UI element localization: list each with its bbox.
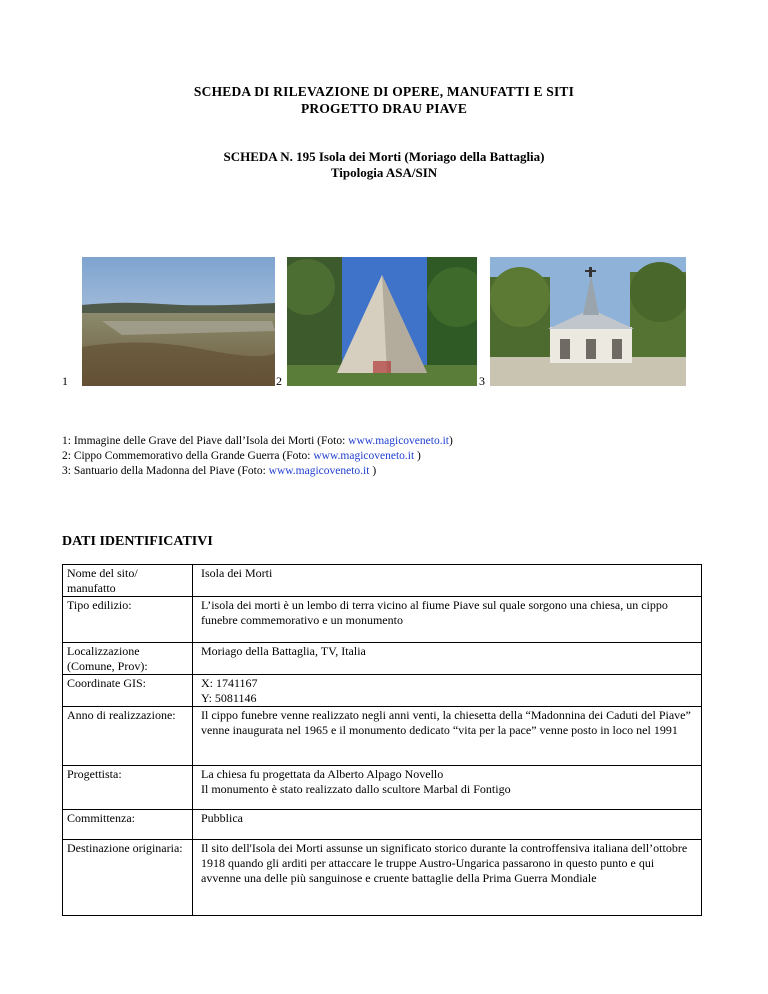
photo-grave-del-piave	[82, 257, 275, 386]
caption-text: 1: Immagine delle Grave del Piave dall’Isola dei Morti (Foto:	[62, 435, 349, 447]
coordinate-y: Y: 5081146	[201, 691, 257, 705]
table-row	[63, 597, 702, 643]
table-row	[63, 766, 702, 810]
caption-text: 3: Santuario della Madonna del Piave (Foto:	[62, 465, 269, 477]
row-label: Progettista:	[63, 766, 193, 810]
coordinate-x: X: 1741167	[201, 676, 258, 690]
row-label: Nome del sito/ manufatto	[63, 565, 193, 597]
document-title-line2: PROGETTO DRAU PIAVE	[300, 101, 468, 116]
row-label: Destinazione originaria:	[63, 840, 193, 916]
document-title-line1: SCHEDA DI RILEVAZIONE DI OPERE, MANUFATTI E SITI	[193, 84, 575, 99]
row-label: Coordinate GIS:	[63, 675, 193, 707]
caption-link[interactable]: www.magicoveneto.it	[348, 435, 449, 447]
tipologia-heading: Tipologia ASA/SIN	[330, 165, 438, 180]
row-label: Tipo edilizio:	[63, 597, 193, 643]
caption-suffix: )	[448, 435, 453, 447]
row-label: Localizzazione (Comune, Prov):	[63, 643, 193, 675]
photo-number-1: 1	[62, 374, 68, 388]
caption-3	[62, 464, 376, 479]
row-value: Moriago della Battaglia, TV, Italia	[193, 643, 702, 675]
caption-link[interactable]: www.magicoveneto.it	[313, 450, 415, 462]
row-value	[193, 766, 702, 810]
photo-cippo-commemorativo	[287, 257, 477, 386]
table-row	[63, 675, 702, 707]
caption-suffix: )	[369, 465, 377, 477]
row-label: Anno di realizzazione:	[63, 707, 193, 766]
photo-number-2: 2	[276, 374, 282, 388]
progettista-monumento: Il monumento è stato realizzato dallo scultore Marbal di Fontigo	[201, 782, 511, 796]
caption-1	[62, 434, 453, 449]
table-row	[63, 810, 702, 840]
identification-table	[62, 564, 702, 916]
progettista-chiesa: La chiesa fu progettata da Alberto Alpago Novello	[201, 767, 444, 781]
table-row	[63, 840, 702, 916]
row-value	[193, 675, 702, 707]
caption-text: 2: Cippo Commemorativo della Grande Guerra (Foto:	[62, 450, 314, 462]
caption-2	[62, 449, 421, 464]
row-value: Il sito dell'Isola dei Morti assunse un significato storico durante la controffensiva italiana dell’ottobre 1918 quando gli arditi per attaccare le truppe Austro-Ungarica passarono in questo punto e qui avvenne una delle più sanguinose e cruente battaglie della Prima Guerra Mondiale	[193, 840, 702, 916]
caption-link[interactable]: www.magicoveneto.it	[268, 465, 370, 477]
pyramid-monument-image	[287, 257, 477, 386]
row-value: Isola dei Morti	[193, 565, 702, 597]
caption-suffix: )	[414, 450, 421, 462]
church-image	[490, 257, 686, 386]
row-label: Committenza:	[63, 810, 193, 840]
table-row	[63, 565, 702, 597]
row-value: L’isola dei morti è un lembo di terra vicino al fiume Piave sul quale sorgono una chiesa, un cippo funebre commemorativo e un monumento	[193, 597, 702, 643]
table-row	[63, 707, 702, 766]
row-value: Il cippo funebre venne realizzato negli anni venti, la chiesetta della “Madonnina dei Caduti del Piave” venne inaugurata nel 1965 e il monumento dedicato “vita per la pace” venne posto in loco nel 1991	[193, 707, 702, 766]
landscape-image	[82, 257, 275, 386]
photo-number-3: 3	[479, 374, 485, 388]
row-value: Pubblica	[193, 810, 702, 840]
section-title: DATI IDENTIFICATIVI	[62, 534, 213, 549]
table-row	[63, 643, 702, 675]
scheda-heading: SCHEDA N. 195 Isola dei Morti (Moriago della Battaglia)	[223, 149, 545, 164]
photo-santuario	[490, 257, 686, 386]
